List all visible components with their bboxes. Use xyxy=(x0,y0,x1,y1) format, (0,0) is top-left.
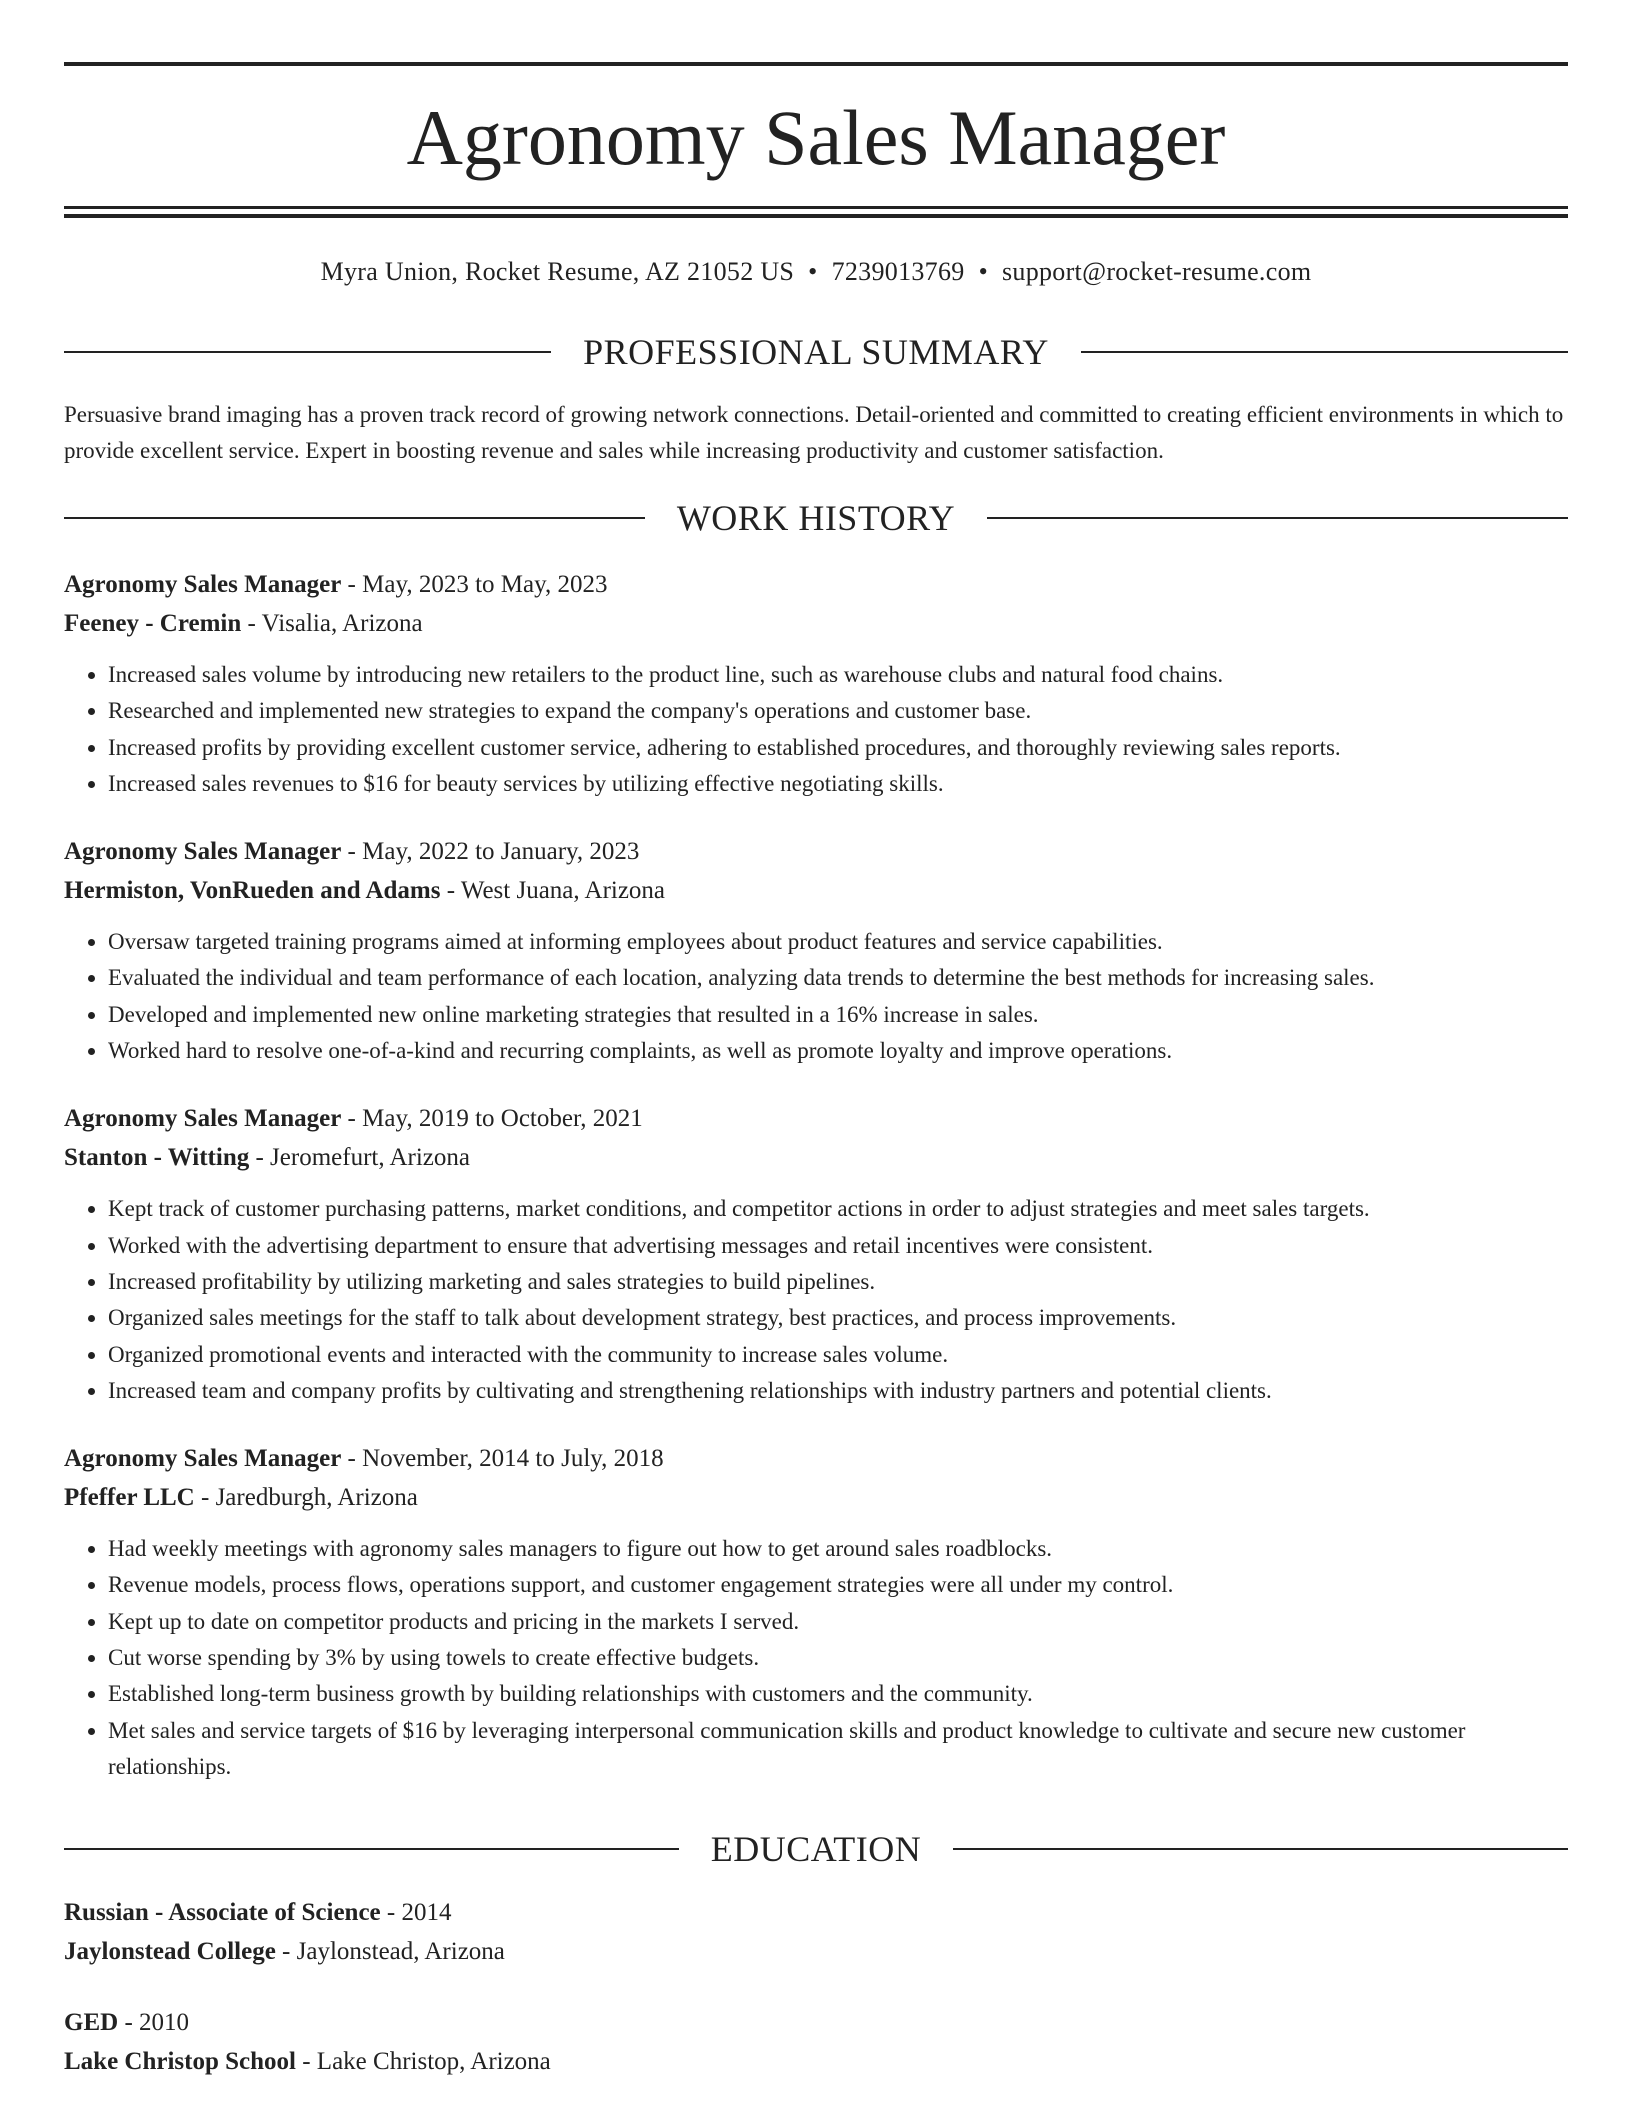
education-heading-label: EDUCATION xyxy=(710,1829,922,1869)
job-bullets xyxy=(64,1531,1568,1785)
job-company: Feeney - Cremin xyxy=(64,610,242,637)
top-rule xyxy=(64,62,1568,66)
job-dates: - May, 2019 to October, 2021 xyxy=(341,1105,643,1133)
education-location: - Lake Christop, Arizona xyxy=(295,2048,551,2075)
job-bullet: • Met sales and service targets of $16 by leveraging interpersonal communication skills and product knowledge to cultivate and secure new customer relationships. xyxy=(108,1713,1568,1786)
heading-rule-left xyxy=(64,517,645,519)
job-location: - Visalia, Arizona xyxy=(241,610,423,637)
work-history-list xyxy=(64,565,1568,1815)
job-bullet: • Organized promotional events and interacted with the community to increase sales volume. xyxy=(108,1337,1568,1373)
education-school: Lake Christop School xyxy=(64,2048,296,2075)
contact-email: support@rocket-resume.com xyxy=(1001,257,1312,286)
job-role: Agronomy Sales Manager xyxy=(64,1105,342,1133)
job-dates: - May, 2022 to January, 2023 xyxy=(341,838,640,866)
education-heading xyxy=(64,1825,1568,1873)
job-bullet: • Cut worse spending by 3% by using towels to create effective budgets. xyxy=(108,1640,1568,1676)
title-rule-lower xyxy=(64,214,1568,218)
job-bullet: • Had weekly meetings with agronomy sales managers to figure out how to get around sales roadblocks. xyxy=(108,1531,1568,1567)
job-bullet: • Researched and implemented new strategies to expand the company's operations and customer base. xyxy=(108,693,1568,729)
work-heading xyxy=(64,494,1568,542)
job-bullet: • Increased sales volume by introducing new retailers to the product line, such as warehouse clubs and natural food chains. xyxy=(108,657,1568,693)
education-degree: GED xyxy=(64,2009,119,2036)
summary-heading xyxy=(64,328,1568,376)
job-bullet: • Revenue models, process flows, operations support, and customer engagement strategies were all under my control. xyxy=(108,1567,1568,1603)
heading-rule-right xyxy=(1081,351,1568,353)
education-year: - 2014 xyxy=(380,1899,452,1926)
work-heading-label: WORK HISTORY xyxy=(676,498,956,538)
job-location: - West Juana, Arizona xyxy=(440,877,666,905)
contact-phone: 7239013769 xyxy=(831,257,965,286)
education-year: - 2010 xyxy=(118,2009,190,2036)
education-degree: Russian - Associate of Science xyxy=(64,1899,381,1926)
summary-text: Persuasive brand imaging has a proven track record of growing network connections. Detail-oriented and committed to creating efficient environments in which to provide excellent service. Expert in boosting revenue and sales while increasing productivity and customer satisfaction. xyxy=(64,402,1564,463)
contact-separator: • xyxy=(808,257,818,286)
job-bullets xyxy=(64,924,1568,1069)
job-bullet: • Worked hard to resolve one-of-a-kind and recurring complaints, as well as promote loyalty and improve operations. xyxy=(108,1033,1568,1069)
job-role: Agronomy Sales Manager xyxy=(64,571,342,598)
title-rule-upper xyxy=(64,206,1568,209)
job-bullet: • Increased profitability by utilizing marketing and sales strategies to build pipelines. xyxy=(108,1264,1568,1300)
contact-separator: • xyxy=(978,257,988,286)
education-location: - Jaylonstead, Arizona xyxy=(275,1938,505,1965)
job-bullet: • Increased sales revenues to $16 for beauty services by utilizing effective negotiating skills. xyxy=(108,766,1568,802)
job-entry xyxy=(64,832,1568,1069)
job-bullet: • Increased team and company profits by cultivating and strengthening relationships with industry partners and potential clients. xyxy=(108,1373,1568,1409)
job-bullet: • Increased profits by providing excellent customer service, adhering to established procedures, and thoroughly reviewing sales reports. xyxy=(108,730,1568,766)
job-location: - Jaredburgh, Arizona xyxy=(194,1484,418,1512)
job-bullet: • Kept up to date on competitor products and pricing in the markets I served. xyxy=(108,1604,1568,1640)
job-company: Pfeffer LLC xyxy=(64,1484,195,1512)
heading-rule-right xyxy=(987,517,1568,519)
education-entry xyxy=(64,2003,1568,2081)
heading-rule-left xyxy=(64,1848,679,1850)
job-bullet: • Organized sales meetings for the staff to talk about development strategy, best practices, and process improvements. xyxy=(108,1300,1568,1336)
job-bullet: • Evaluated the individual and team performance of each location, analyzing data trends to determine the best methods for increasing sales. xyxy=(108,960,1568,996)
job-bullet: • Kept track of customer purchasing patterns, market conditions, and competitor actions in order to adjust strategies and meet sales targets. xyxy=(108,1191,1568,1227)
job-location: - Jeromefurt, Arizona xyxy=(249,1144,470,1172)
education-school: Jaylonstead College xyxy=(64,1938,276,1965)
job-bullet: • Developed and implemented new online marketing strategies that resulted in a 16% increase in sales. xyxy=(108,997,1568,1033)
job-bullets xyxy=(64,657,1568,802)
contact-line xyxy=(64,252,1568,292)
job-entry xyxy=(64,1439,1568,1785)
heading-rule-right xyxy=(953,1848,1568,1850)
job-entry xyxy=(64,565,1568,802)
education-list xyxy=(64,1893,1568,2113)
job-bullet: • Established long-term business growth by building relationships with customers and the community. xyxy=(108,1676,1568,1712)
job-company: Hermiston, VonRueden and Adams xyxy=(64,877,441,905)
contact-address: Myra Union, Rocket Resume, AZ 21052 US xyxy=(320,257,795,286)
job-bullet: • Worked with the advertising department to ensure that advertising messages and retail incentives were consistent. xyxy=(108,1228,1568,1264)
job-company: Stanton - Witting xyxy=(64,1144,250,1172)
job-dates: - November, 2014 to July, 2018 xyxy=(341,1445,664,1473)
job-role: Agronomy Sales Manager xyxy=(64,1445,342,1473)
job-role: Agronomy Sales Manager xyxy=(64,838,342,866)
job-bullets xyxy=(64,1191,1568,1409)
job-bullet: • Oversaw targeted training programs aimed at informing employees about product features and service capabilities. xyxy=(108,924,1568,960)
heading-rule-left xyxy=(64,351,551,353)
job-dates: - May, 2023 to May, 2023 xyxy=(341,571,608,598)
job-entry xyxy=(64,1099,1568,1409)
education-entry xyxy=(64,1893,1568,1971)
resume-title: Agronomy Sales Manager xyxy=(406,94,1226,181)
summary-heading-label: PROFESSIONAL SUMMARY xyxy=(583,332,1049,372)
